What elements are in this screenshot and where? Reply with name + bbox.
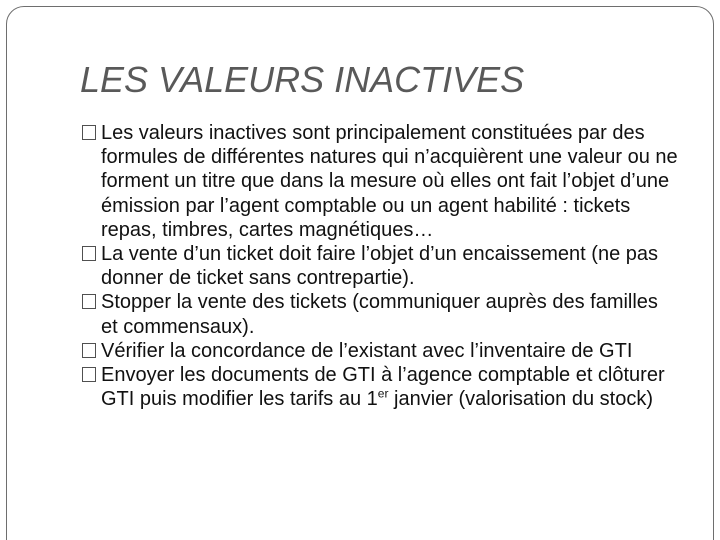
- ordinal-superscript: er: [377, 386, 389, 401]
- bullet-item: [80, 290, 680, 338]
- checkbox-outline-icon: [82, 367, 96, 382]
- bullet-text-before-sup: Envoyer les documents de GTI à l’agence comptable et clôturer GTI puis modifier les tarifs au 1: [101, 364, 665, 411]
- bullet-text: Vérifier la concordance de l’existant avec l’inventaire de GTI: [101, 339, 633, 362]
- checkbox-outline-icon: [82, 125, 96, 140]
- bullet-item: [80, 242, 680, 290]
- checkbox-outline-icon: [82, 294, 96, 309]
- bullet-item: [80, 339, 680, 363]
- bullet-text: Stopper la vente des tickets (communiquer auprès des familles et commensaux).: [101, 291, 658, 338]
- checkbox-outline-icon: [82, 343, 96, 358]
- bullet-text: Les valeurs inactives sont principalement constituées par des formules de différentes natures qui n’acquièrent une valeur ou ne forment un titre que dans la mesure où elles ont fait l’objet d’une émission par l’agent comptable ou un agent habilité : tickets repas, timbres, cartes magnétiques…: [101, 122, 678, 241]
- bullet-item: [80, 121, 680, 242]
- bullet-text: La vente d’un ticket doit faire l’objet d’un encaissement (ne pas donner de ticket sans contrepartie).: [101, 243, 659, 290]
- checkbox-outline-icon: [82, 246, 96, 261]
- slide-title: LES VALEURS INACTIVES: [80, 59, 525, 100]
- bullet-text-after-sup: janvier (valorisation du stock): [388, 388, 654, 411]
- bullet-list: [80, 121, 680, 411]
- bullet-item: [80, 363, 680, 411]
